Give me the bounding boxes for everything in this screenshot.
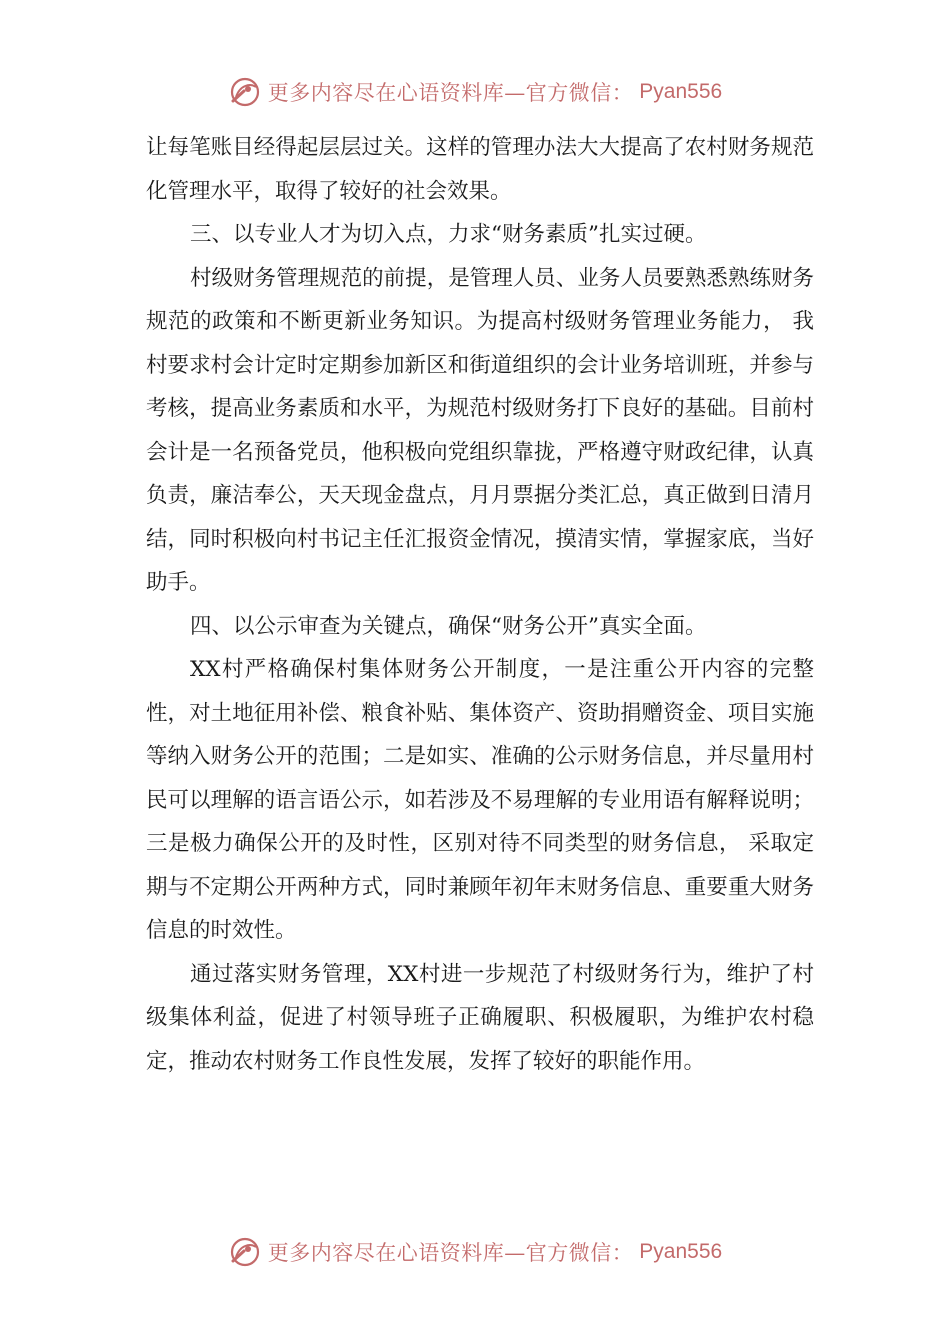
section-heading: 四、以公示审查为关键点，确保“财务公开”真实全面。: [190, 613, 707, 639]
brand-logo-icon: [228, 1235, 262, 1269]
footer-banner-id: Pyan556: [639, 1240, 723, 1263]
paragraph: XX村严格确保村集体财务公开制度，一是注重公开内容的完整性，对土地征用补偿、粮食补贴、集体资产、资助捐赠资金、项目实施等纳入财务公开的范围；二是如实、准确的公示财务信息，并尽量用村民可以理解的语言语公示，如若涉及不易理解的专业用语有解释说明；三是极力确保公开的及时性，区别对待不同类型的财务信息， 采取定期与不定期公开两种方式，同时兼顾年初年末财务信息、重要重大财务信息的时效性。: [146, 657, 814, 943]
header-banner-id: Pyan556: [639, 80, 723, 103]
brand-logo-icon: [228, 75, 262, 109]
footer-banner-text: 更多内容尽在心语资料库—官方微信：: [267, 1241, 634, 1265]
paragraph: 村级财务管理规范的前提，是管理人员、业务人员要熟悉熟练财务规范的政策和不断更新业务知识。为提高村级财务管理业务能力， 我村要求村会计定时定期参加新区和街道组织的会计业务培训班，并参与考核，提高业务素质和水平，为规范村级财务打下良好的基础。目前村会计是一名预备党员，他积极向党组织靠拢，严格遵守财政纪律，认真负责，廉洁奉公，天天现金盘点，月月票据分类汇总，真正做到日清月结，同时积极向村书记主任汇报资金情况，摸清实情，掌握家底，当好助手。: [146, 265, 814, 595]
footer-banner: [0, 1232, 950, 1272]
section-heading: 三、以专业人才为切入点，力求“财务素质”扎实过硬。: [190, 222, 707, 247]
header-banner-text: 更多内容尽在心语资料库—官方微信：: [267, 81, 634, 105]
document-body: [146, 126, 814, 1083]
paragraph: 通过落实财务管理，XX村进一步规范了村级财务行为，维护了村级集体利益，促进了村领导班子正确履职、积极履职，为维护农村稳定，推动农村财务工作良性发展，发挥了较好的职能作用。: [146, 961, 814, 1074]
paragraph: 让每笔账目经得起层层过关。这样的管理办法大大提高了农村财务规范化管理水平，取得了较好的社会效果。: [146, 135, 814, 204]
header-banner: [0, 72, 950, 112]
